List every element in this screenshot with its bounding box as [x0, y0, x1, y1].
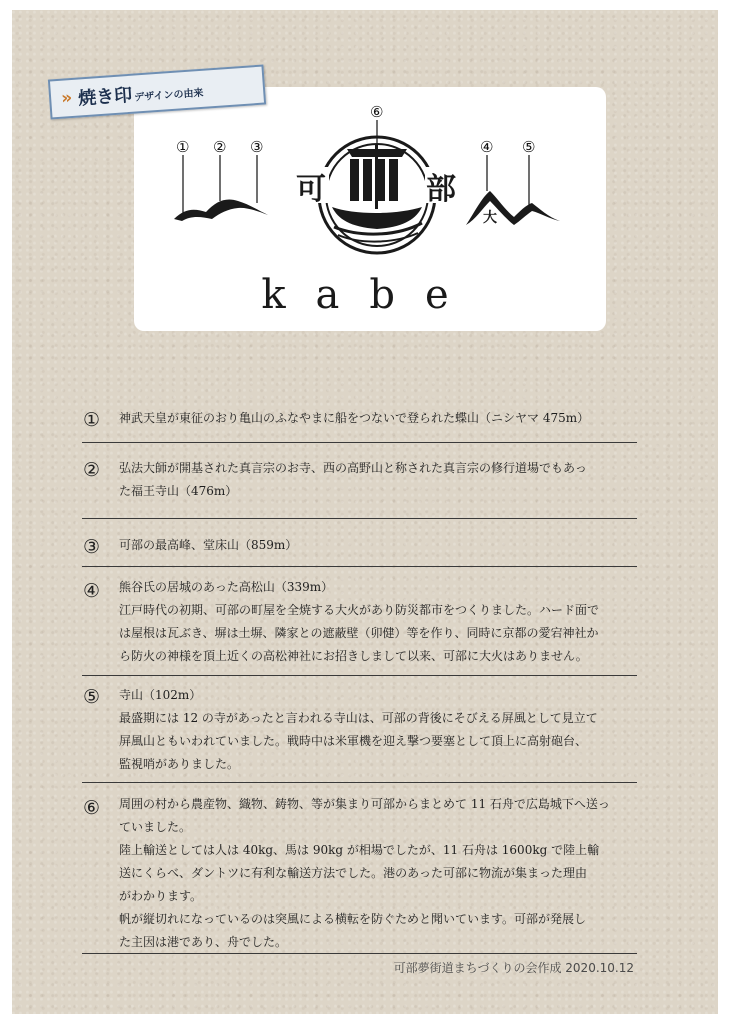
entry-line: 神武天皇が東征のおり亀山のふなやまに船をつないで登られた蝶山（ニシヤマ 475m） — [119, 411, 590, 425]
marker-2: ② — [213, 138, 227, 156]
emblem-char-right: 部 — [426, 172, 456, 207]
mast-icon — [375, 145, 378, 209]
marker-6: ⑥ — [370, 103, 384, 121]
entry-line: がわかります。 — [119, 889, 203, 903]
entry-line: 屏風山ともいわれていました。戦時中は米軍機を迎え撃つ要塞として頂上に高射砲台、 — [119, 734, 588, 748]
entry-line: 熊谷氏の居城のあった高松山（339m） — [119, 580, 334, 594]
marker-4: ④ — [480, 138, 494, 156]
logo-card — [134, 87, 606, 331]
entry-line: 帆が縦切れになっているのは突風による横転を防ぐためと聞いています。可部が発展し — [119, 912, 587, 926]
label-sub-text: デザインの由来 — [133, 87, 204, 104]
entry-number: ② — [83, 459, 101, 481]
entry-line: 送にくらべ、ダントツに有利な輸送方法でした。港のあった可部に物流が集まった理由 — [119, 866, 588, 880]
entry-line: 最盛期には 12 の寺があったと言われる寺山は、可部の背後にそびえる屏風として見立て — [119, 711, 598, 725]
entry-line: 周囲の村から農産物、織物、鋳物、等が集まり可部からまとめて 11 石舟で広島城下へ送っ — [119, 797, 610, 811]
entry-line: 寺山（102m） — [119, 688, 202, 702]
entry-number: ④ — [83, 580, 101, 602]
divider — [82, 675, 637, 676]
entry-line: ら防火の神様を頂上近くの高松神社にお招きしまして以来、可部に大火はありません。 — [119, 649, 588, 663]
entry-line: は屋根は瓦ぶき、塀は土塀、隣家との遮蔽壁（卯健）等を作り、同時に京都の愛宕神社か — [119, 626, 599, 640]
marker-1: ① — [176, 138, 190, 156]
divider — [82, 442, 637, 443]
divider — [82, 782, 637, 783]
marker-3: ③ — [250, 138, 264, 156]
mountains-left-icon — [174, 199, 268, 221]
entry-line: た主因は港であり、舟でした。 — [119, 935, 288, 949]
entry-number: ⑥ — [83, 797, 101, 819]
entry-line: 陸上輸送としては人は 40kg、馬は 90kg が相場でしたが、11 石舟は 1600kg で陸上輸 — [119, 843, 600, 857]
emblem-char-left: 可 — [296, 172, 326, 207]
entry-line: 監視哨がありました。 — [119, 757, 240, 771]
entry-line: た福王寺山（476m） — [119, 484, 238, 498]
double-chevron-icon: » — [60, 88, 69, 109]
divider — [82, 518, 637, 519]
entry-number: ① — [83, 409, 101, 431]
marker-5: ⑤ — [522, 138, 536, 156]
boat-hull-icon — [332, 207, 422, 229]
entry-line: 弘法大師が開基された真言宗のお寺、西の高野山と称された真言宗の修行道場でもあっ — [119, 461, 587, 475]
label-main-text: 焼き印 — [77, 84, 133, 110]
footer-credit: 可部夢街道まちづくりの会作成 2020.10.12 — [393, 961, 634, 975]
divider — [82, 566, 637, 567]
kabe-wordmark: kabe — [261, 272, 479, 318]
divider — [82, 953, 637, 954]
entry-line: 江戸時代の初期、可部の町屋を全焼する大火があり防災都市をつくりました。ハード面で — [119, 603, 600, 617]
branding-illustration — [134, 87, 606, 331]
entry-line: 可部の最高峰、堂床山（859m） — [119, 538, 298, 552]
mountain-char: 大 — [483, 210, 497, 226]
sail-icon — [350, 159, 398, 201]
entry-line: ていました。 — [119, 820, 192, 834]
mountains-right-icon — [466, 191, 560, 225]
entry-number: ⑤ — [83, 686, 101, 708]
entry-number: ③ — [83, 536, 101, 558]
